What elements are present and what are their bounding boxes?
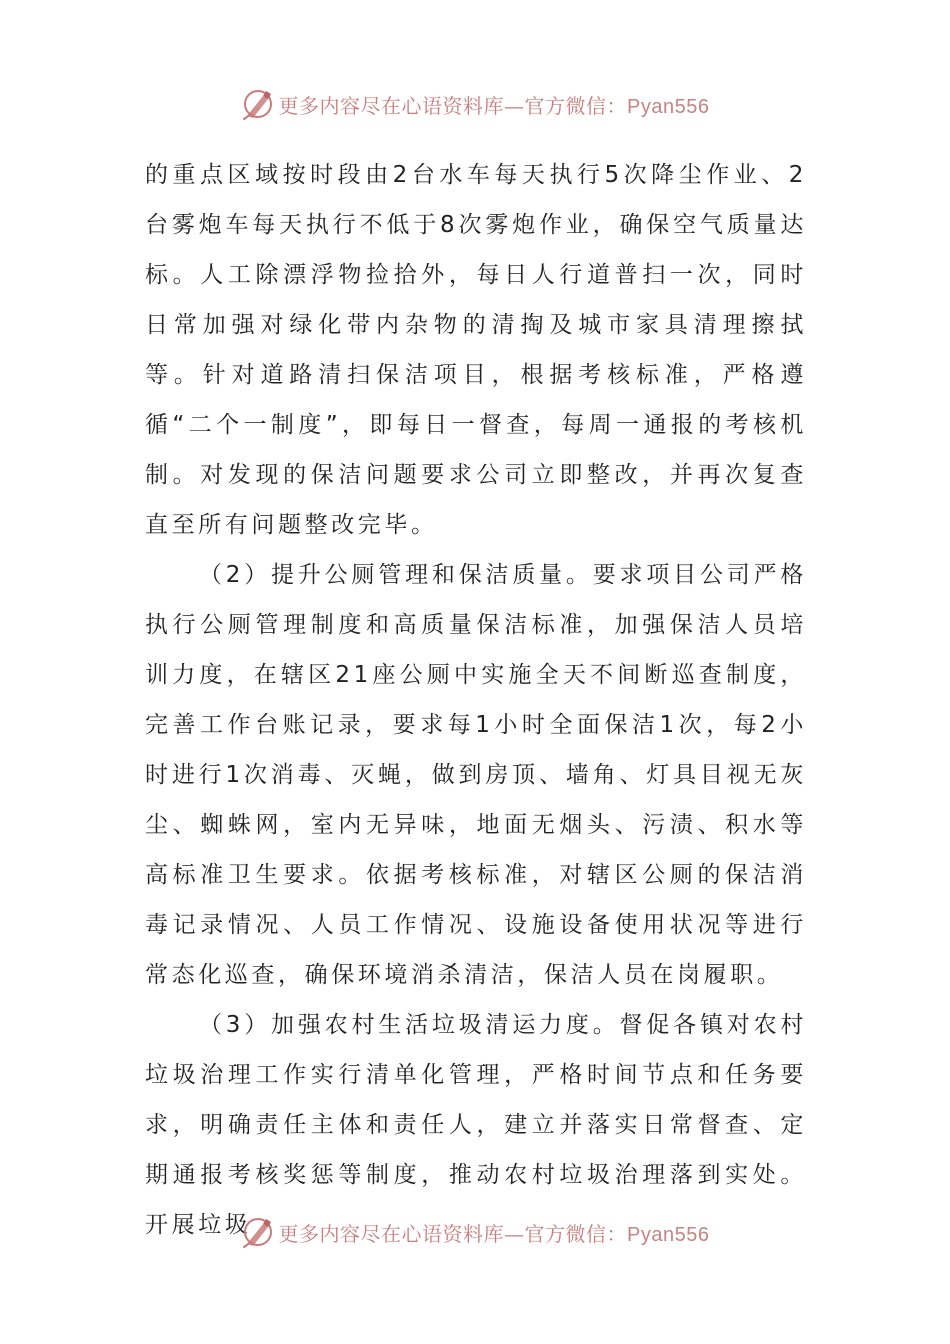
paragraph-2: （2）提升公厕管理和保洁质量。要求项目公司严格执行公厕管理制度和高质量保洁标准，加强保洁人员培训力度，在辖区21座公厕中实施全天不间断巡查制度，完善工作台账记录，要求每1小时全面保洁1次，每2小时进行1次消毒、灭蝇，做到房顶、墙角、灯具目视无灰尘、蜘蛛网，室内无异味，地面无烟头、污渍、积水等高标准卫生要求。依据考核标准，对辖区公厕的保洁消毒记录情况、人员工作情况、设施设备使用状况等进行常态化巡查，确保环境消杀清洁，保洁人员在岗履职。 [145,562,807,988]
header-watermark [0,84,950,124]
pen-nib-logo-icon [241,1215,275,1249]
document-body [145,150,807,1250]
paragraph-1: 的重点区域按时段由2台水车每天执行5次降尘作业、2台雾炮车每天执行不低于8次雾炮作业，确保空气质量达标。人工除漂浮物捡拾外，每日人行道普扫一次，同时日常加强对绿化带内杂物的清掏及城市家具清理擦拭等。针对道路清扫保洁项目，根据考核标准，严格遵循“二个一制度”，即每日一督查，每周一通报的考核机制。对发现的保洁问题要求公司立即整改，并再次复查直至所有问题整改完毕。 [145,162,807,538]
paragraph-3: （3）加强农村生活垃圾清运力度。督促各镇对农村垃圾治理工作实行清单化管理，严格时间节点和任务要求，明确责任主体和责任人，建立并落实日常督查、定期通报考核奖惩等制度，推动农村垃圾治理落到实处。开展垃圾 [145,1012,807,1238]
footer-watermark [0,1212,950,1252]
watermark-text: 更多内容尽在心语资料库—官方微信：Pyan556 [278,93,710,118]
watermark-text: 更多内容尽在心语资料库—官方微信：Pyan556 [278,1221,710,1246]
pen-nib-logo-icon [241,87,275,121]
